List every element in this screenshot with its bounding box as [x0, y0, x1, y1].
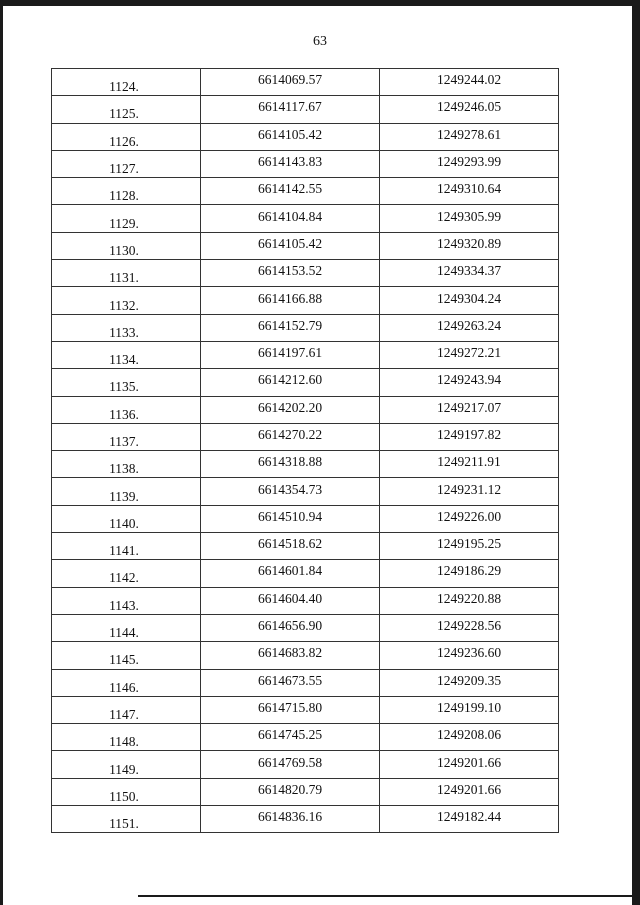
y-coordinate-cell-text: 1249305.99 [436, 208, 502, 224]
x-coordinate-cell-text: 6614166.88 [257, 290, 323, 306]
x-coordinate-cell-text: 6614202.20 [257, 399, 323, 415]
table-row [52, 560, 559, 587]
y-coordinate-cell [380, 669, 559, 696]
x-coordinate-cell [201, 587, 380, 614]
x-coordinate-cell [201, 150, 380, 177]
point-number-cell-text: 1127. [109, 161, 139, 177]
point-number-cell [52, 341, 201, 368]
y-coordinate-cell-text: 1249182.44 [436, 809, 502, 825]
x-coordinate-cell-text: 6614354.73 [257, 481, 323, 497]
x-coordinate-cell [201, 396, 380, 423]
point-number-cell [52, 423, 201, 450]
table-row [52, 69, 559, 96]
point-number-cell-text: 1148. [109, 734, 139, 750]
y-coordinate-cell [380, 642, 559, 669]
point-number-cell-text: 1136. [109, 406, 139, 422]
y-coordinate-cell-text: 1249243.94 [436, 372, 502, 388]
table-row [52, 669, 559, 696]
x-coordinate-cell [201, 69, 380, 96]
x-coordinate-cell [201, 533, 380, 560]
x-coordinate-cell-text: 6614715.80 [257, 699, 323, 715]
table-row [52, 341, 559, 368]
y-coordinate-cell [380, 396, 559, 423]
y-coordinate-cell-text: 1249320.89 [436, 235, 502, 251]
point-number-cell [52, 724, 201, 751]
y-coordinate-cell [380, 587, 559, 614]
x-coordinate-cell-text: 6614117.67 [258, 99, 322, 115]
x-coordinate-cell [201, 369, 380, 396]
point-number-cell-text: 1149. [109, 761, 139, 777]
point-number-cell [52, 533, 201, 560]
y-coordinate-cell [380, 287, 559, 314]
y-coordinate-cell [380, 751, 559, 778]
x-coordinate-cell [201, 724, 380, 751]
scan-edge-left [0, 0, 3, 905]
x-coordinate-cell [201, 341, 380, 368]
point-number-cell [52, 806, 201, 833]
x-coordinate-cell [201, 178, 380, 205]
y-coordinate-cell-text: 1249244.02 [436, 72, 502, 88]
x-coordinate-cell-text: 6614518.62 [257, 536, 323, 552]
x-coordinate-cell [201, 232, 380, 259]
y-coordinate-cell-text: 1249278.61 [436, 126, 502, 142]
x-coordinate-cell [201, 287, 380, 314]
scan-edge-bottom [138, 895, 640, 897]
table-row [52, 724, 559, 751]
y-coordinate-cell [380, 123, 559, 150]
x-coordinate-cell [201, 451, 380, 478]
point-number-cell-text: 1124. [109, 79, 139, 95]
table-row [52, 642, 559, 669]
y-coordinate-cell-text: 1249228.56 [436, 618, 502, 634]
y-coordinate-cell-text: 1249236.60 [436, 645, 502, 661]
point-number-cell-text: 1139. [109, 488, 139, 504]
y-coordinate-cell-text: 1249186.29 [436, 563, 502, 579]
point-number-cell [52, 69, 201, 96]
y-coordinate-cell-text: 1249208.06 [436, 727, 502, 743]
y-coordinate-cell [380, 423, 559, 450]
x-coordinate-cell-text: 6614318.88 [257, 454, 323, 470]
x-coordinate-cell-text: 6614510.94 [257, 508, 323, 524]
y-coordinate-cell-text: 1249197.82 [436, 427, 502, 442]
table-row [52, 533, 559, 560]
x-coordinate-cell-text: 6614820.79 [257, 781, 323, 797]
table-row [52, 778, 559, 805]
point-number-cell [52, 478, 201, 505]
table-row [52, 205, 559, 232]
point-number-cell [52, 505, 201, 532]
x-coordinate-cell-text: 6614769.58 [257, 754, 323, 770]
point-number-cell-text: 1126. [109, 133, 139, 149]
y-coordinate-cell-text: 1249272.21 [436, 345, 502, 361]
y-coordinate-cell [380, 478, 559, 505]
x-coordinate-cell-text: 6614069.57 [257, 72, 323, 88]
table-row [52, 505, 559, 532]
table-row [52, 232, 559, 259]
point-number-cell [52, 751, 201, 778]
point-number-cell-text: 1135. [109, 379, 139, 395]
y-coordinate-cell [380, 696, 559, 723]
point-number-cell [52, 178, 201, 205]
point-number-cell-text: 1131. [109, 270, 139, 286]
x-coordinate-cell-text: 6614604.40 [257, 590, 323, 606]
y-coordinate-cell [380, 69, 559, 96]
y-coordinate-cell-text: 1249201.66 [436, 754, 502, 770]
point-number-cell-text: 1141. [109, 543, 139, 559]
point-number-cell [52, 205, 201, 232]
point-number-cell [52, 150, 201, 177]
y-coordinate-cell-text: 1249217.07 [436, 399, 502, 415]
y-coordinate-cell [380, 724, 559, 751]
point-number-cell [52, 314, 201, 341]
x-coordinate-cell [201, 669, 380, 696]
point-number-cell [52, 587, 201, 614]
table-row [52, 478, 559, 505]
table-row [52, 423, 559, 450]
point-number-cell [52, 396, 201, 423]
y-coordinate-cell [380, 314, 559, 341]
x-coordinate-cell-text: 6614142.55 [257, 181, 323, 197]
table-row [52, 587, 559, 614]
x-coordinate-cell-text: 6614105.42 [257, 235, 323, 251]
y-coordinate-cell-text: 1249246.05 [436, 99, 502, 115]
x-coordinate-cell [201, 260, 380, 287]
y-coordinate-cell-text: 1249201.66 [436, 781, 502, 797]
coordinates-table-body [52, 69, 559, 833]
point-number-cell-text: 1146. [109, 679, 139, 695]
point-number-cell-text: 1140. [109, 515, 139, 531]
scan-edge-top [0, 0, 640, 6]
y-coordinate-cell [380, 260, 559, 287]
y-coordinate-cell-text: 1249310.64 [436, 181, 502, 197]
point-number-cell-text: 1134. [109, 352, 139, 368]
table-row [52, 123, 559, 150]
x-coordinate-cell-text: 6614836.16 [257, 809, 323, 825]
point-number-cell [52, 123, 201, 150]
point-number-cell [52, 560, 201, 587]
x-coordinate-cell-text: 6614152.79 [257, 317, 323, 333]
table-row [52, 806, 559, 833]
x-coordinate-cell-text: 6614601.84 [257, 563, 323, 579]
x-coordinate-cell-text: 6614197.61 [257, 345, 323, 361]
table-row [52, 150, 559, 177]
x-coordinate-cell [201, 314, 380, 341]
x-coordinate-cell [201, 96, 380, 123]
point-number-cell-text: 1138. [109, 461, 139, 477]
page-number: 63 [313, 34, 327, 49]
y-coordinate-cell [380, 232, 559, 259]
point-number-cell [52, 614, 201, 641]
x-coordinate-cell-text: 6614270.22 [257, 427, 323, 442]
point-number-cell-text: 1143. [109, 597, 139, 613]
x-coordinate-cell-text: 6614683.82 [257, 645, 323, 661]
table-row [52, 96, 559, 123]
y-coordinate-cell [380, 341, 559, 368]
y-coordinate-cell [380, 614, 559, 641]
y-coordinate-cell [380, 205, 559, 232]
x-coordinate-cell [201, 751, 380, 778]
x-coordinate-cell [201, 423, 380, 450]
x-coordinate-cell-text: 6614104.84 [257, 208, 323, 224]
y-coordinate-cell-text: 1249199.10 [436, 699, 502, 715]
table-row [52, 260, 559, 287]
point-number-cell [52, 287, 201, 314]
x-coordinate-cell [201, 478, 380, 505]
point-number-cell [52, 232, 201, 259]
y-coordinate-cell-text: 1249304.24 [436, 290, 502, 306]
x-coordinate-cell [201, 778, 380, 805]
y-coordinate-cell [380, 96, 559, 123]
y-coordinate-cell-text: 1249195.25 [436, 536, 502, 552]
y-coordinate-cell [380, 150, 559, 177]
x-coordinate-cell [201, 123, 380, 150]
point-number-cell-text: 1130. [109, 242, 139, 258]
y-coordinate-cell-text: 1249209.35 [436, 672, 502, 688]
table-row [52, 696, 559, 723]
y-coordinate-cell [380, 451, 559, 478]
point-number-cell-text: 1133. [109, 324, 139, 340]
point-number-cell [52, 642, 201, 669]
y-coordinate-cell [380, 533, 559, 560]
x-coordinate-cell-text: 6614656.90 [257, 618, 323, 634]
point-number-cell-text: 1145. [109, 652, 139, 668]
table-row [52, 287, 559, 314]
point-number-cell-text: 1128. [109, 188, 139, 204]
y-coordinate-cell-text: 1249334.37 [436, 263, 502, 279]
x-coordinate-cell [201, 642, 380, 669]
point-number-cell [52, 669, 201, 696]
x-coordinate-cell [201, 696, 380, 723]
x-coordinate-cell-text: 6614105.42 [257, 126, 323, 142]
y-coordinate-cell-text: 1249231.12 [436, 481, 502, 497]
x-coordinate-cell-text: 6614673.55 [257, 672, 323, 688]
point-number-cell [52, 260, 201, 287]
table-row [52, 314, 559, 341]
table-row [52, 751, 559, 778]
x-coordinate-cell-text: 6614143.83 [257, 154, 323, 170]
y-coordinate-cell [380, 560, 559, 587]
x-coordinate-cell [201, 806, 380, 833]
point-number-cell-text: 1125. [109, 106, 139, 122]
point-number-cell [52, 369, 201, 396]
y-coordinate-cell-text: 1249226.00 [436, 508, 502, 524]
y-coordinate-cell-text: 1249263.24 [436, 317, 502, 333]
x-coordinate-cell [201, 614, 380, 641]
y-coordinate-cell [380, 178, 559, 205]
scan-edge-right [632, 0, 640, 905]
point-number-cell-text: 1151. [109, 816, 139, 832]
point-number-cell-text: 1142. [109, 570, 139, 586]
point-number-cell-text: 1147. [109, 706, 139, 722]
point-number-cell-text: 1144. [109, 625, 139, 641]
y-coordinate-cell [380, 505, 559, 532]
y-coordinate-cell-text: 1249293.99 [436, 154, 502, 170]
y-coordinate-cell [380, 778, 559, 805]
x-coordinate-cell-text: 6614745.25 [257, 727, 323, 743]
y-coordinate-cell-text: 1249220.88 [436, 590, 502, 606]
point-number-cell-text: 1129. [109, 215, 139, 231]
point-number-cell [52, 696, 201, 723]
table-row [52, 178, 559, 205]
x-coordinate-cell [201, 560, 380, 587]
point-number-cell-text: 1137. [109, 434, 139, 449]
x-coordinate-cell [201, 505, 380, 532]
coordinates-table [51, 68, 559, 833]
y-coordinate-cell [380, 369, 559, 396]
point-number-cell [52, 96, 201, 123]
point-number-cell-text: 1132. [109, 297, 139, 313]
point-number-cell [52, 778, 201, 805]
point-number-cell [52, 451, 201, 478]
y-coordinate-cell [380, 806, 559, 833]
table-row [52, 369, 559, 396]
table-row [52, 451, 559, 478]
y-coordinate-cell-text: 1249211.91 [437, 454, 501, 470]
x-coordinate-cell-text: 6614153.52 [257, 263, 323, 279]
table-row [52, 396, 559, 423]
point-number-cell-text: 1150. [109, 788, 139, 804]
table-row [52, 614, 559, 641]
x-coordinate-cell-text: 6614212.60 [257, 372, 323, 388]
x-coordinate-cell [201, 205, 380, 232]
